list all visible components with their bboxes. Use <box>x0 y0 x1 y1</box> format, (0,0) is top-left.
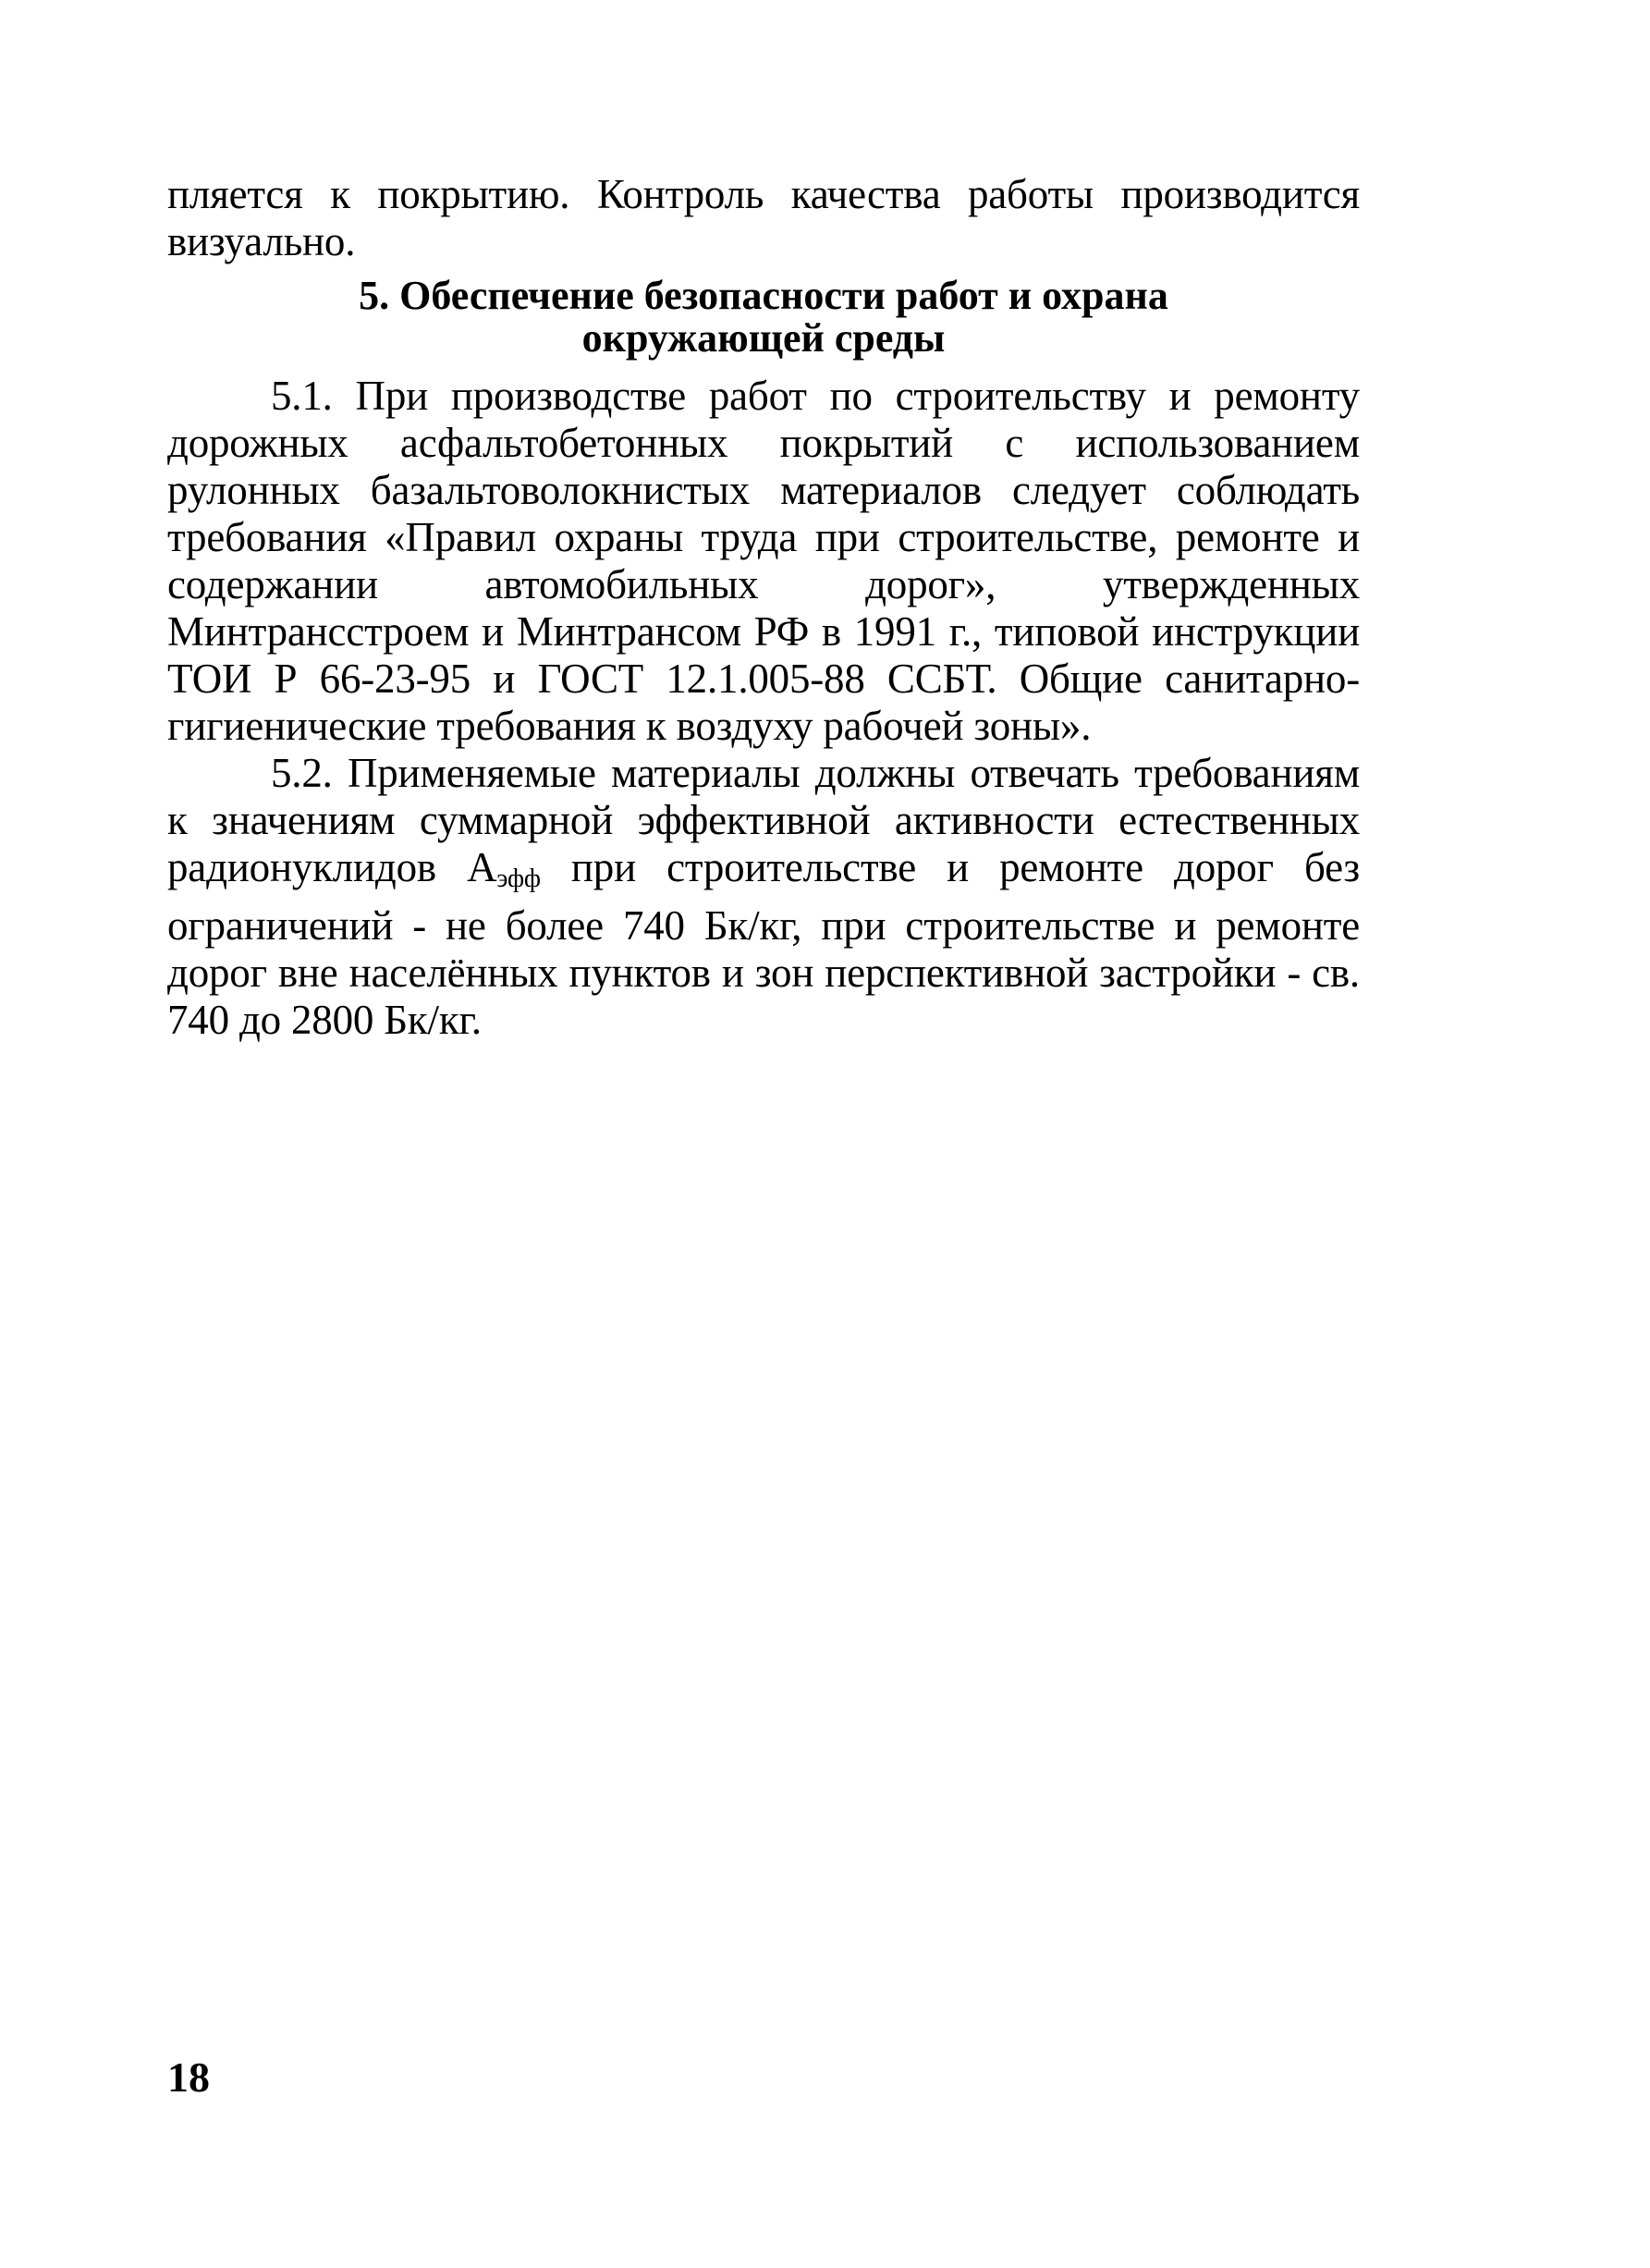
section-heading-line-1: 5. Обеспечение безопасности работ и охрана <box>359 273 1168 318</box>
paragraph-5-2 <box>167 750 1360 1044</box>
page-number: 18 <box>167 2053 210 2101</box>
activity-subscript: эфф <box>496 864 541 893</box>
paragraph-5-1: 5.1. При производстве работ по строительству и ремонту дорожных асфальтобетонных покрытий с использованием рулонных базальтоволокнистых материалов следует соблюдать требования «Правил охраны труда при строительстве, ремонте и содержании автомобильных дорог», утвержденных Минтрансстроем и Минтрансом РФ в 1991 г., типовой инструкции ТОИ Р 66-23-95 и ГОСТ 12.1.005-88 ССБТ. Общие санитарно-гигиенические требования к воздуху рабочей зоны». <box>167 373 1360 749</box>
continuation-paragraph: пляется к покрытию. Контроль качества работы производится визуально. <box>167 171 1360 264</box>
section-heading-line-2: окружающей среды <box>581 315 946 361</box>
paragraph-5-2-text-start: 5.2. Применяемые материалы должны отвечать требованиям к значениям суммарной эффективной активности естественных радионуклидов А <box>167 750 1360 890</box>
paragraph-5-2-text-end: при строительстве и ремонте дорог без ограничений - не более 740 Бк/кг, при строительстве и ремонте дорог вне населённых пунктов и зон перспективной застройки - св. 740 до 2800 Бк/кг. <box>167 844 1360 1043</box>
page-content <box>167 171 1360 1044</box>
section-heading <box>167 275 1360 360</box>
